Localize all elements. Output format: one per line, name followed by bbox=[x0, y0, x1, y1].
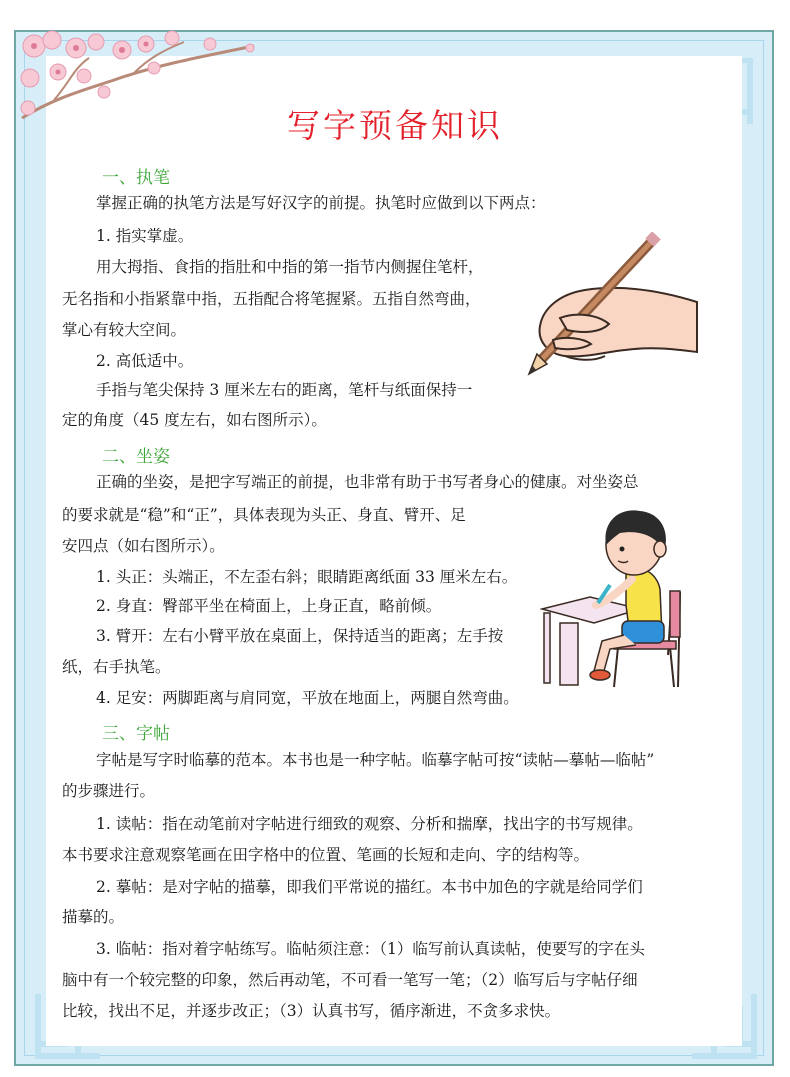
text-line: 脑中有一个较完整的印象，然后再动笔，不可看一笔写一笔；（2）临写后与字帖仔细 bbox=[62, 971, 638, 989]
text-line: 无名指和小指紧靠中指，五指配合将笔握紧。五指自然弯曲， bbox=[62, 290, 481, 308]
text-line: 2. 摹帖：是对字帖的描摹，即我们平常说的描红。本书中加色的字就是给同学们 bbox=[96, 878, 643, 896]
text-line: 手指与笔尖保持 3 厘米左右的距离，笔杆与纸面保持一 bbox=[96, 381, 473, 399]
text-line: 4. 足安：两脚距离与肩同宽，平放在地面上，两腿自然弯曲。 bbox=[96, 689, 519, 707]
text-line: 掌握正确的执笔方法是写好汉字的前提。执笔时应做到以下两点： bbox=[96, 194, 546, 212]
section-heading-posture: 二、坐姿 bbox=[102, 447, 170, 467]
page-title: 写字预备知识 bbox=[287, 106, 503, 145]
text-line: 安四点（如右图所示）。 bbox=[62, 537, 225, 555]
section-heading-copybook: 三、字帖 bbox=[102, 724, 170, 744]
text-line: 的步骤进行。 bbox=[62, 782, 156, 800]
text-line: 描摹的。 bbox=[62, 908, 125, 926]
text-line: 3. 临帖：指对着字帖练写。临帖须注意：（1）临写前认真读帖，使要写的字在头 bbox=[96, 940, 645, 958]
text-line: 1. 指实掌虚。 bbox=[96, 227, 194, 245]
text-line: 的要求就是“稳”和“正”，具体表现为头正、身直、臂开、足 bbox=[62, 506, 466, 524]
text-line: 纸，右手执笔。 bbox=[62, 658, 171, 676]
text-line: 字帖是写字时临摹的范本。本书也是一种字帖。临摹字帖可按“读帖—摹帖—临帖” bbox=[96, 751, 655, 769]
text-line: 用大拇指、食指的指肚和中指的第一指节内侧握住笔杆， bbox=[96, 258, 484, 276]
text-line: 3. 臂开：左右小臂平放在桌面上，保持适当的距离；左手按 bbox=[96, 627, 504, 645]
text-line: 1. 读帖：指在动笔前对字帖进行细致的观察、分析和揣摩，找出字的书写规律。 bbox=[96, 815, 643, 833]
text-line: 2. 身直：臀部平坐在椅面上，上身正直，略前倾。 bbox=[96, 597, 442, 615]
text-line: 定的角度（45 度左右，如右图所示）。 bbox=[62, 411, 327, 429]
child-writing-at-desk-illustration bbox=[540, 505, 690, 690]
hand-holding-pencil-illustration bbox=[505, 232, 705, 382]
section-heading-pen-grip: 一、执笔 bbox=[102, 168, 170, 188]
text-line: 本书要求注意观察笔画在田字格中的位置、笔画的长短和走向、字的结构等。 bbox=[62, 846, 590, 864]
text-line: 正确的坐姿，是把字写端正的前提，也非常有助于书写者身心的健康。对坐姿总 bbox=[96, 473, 639, 491]
text-line: 比较，找出不足，并逐步改正；（3）认真书写，循序渐进，不贪多求快。 bbox=[62, 1002, 561, 1020]
text-line: 1. 头正：头端正，不左歪右斜；眼睛距离纸面 33 厘米左右。 bbox=[96, 568, 518, 586]
text-line: 掌心有较大空间。 bbox=[62, 321, 187, 339]
text-line: 2. 高低适中。 bbox=[96, 352, 194, 370]
